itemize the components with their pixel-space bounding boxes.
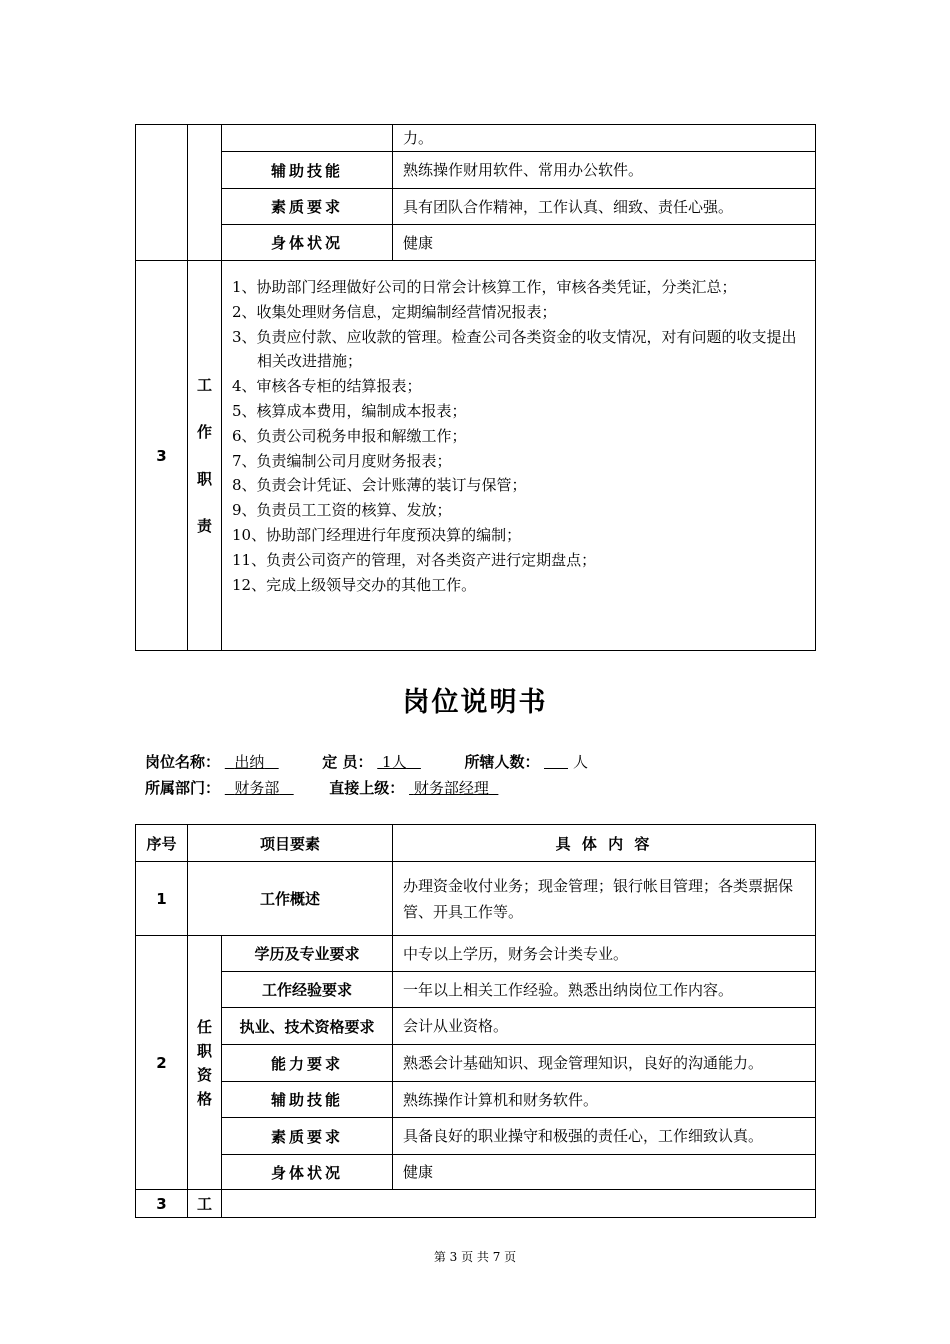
qualification-label: 工作经验要求 [222,972,393,1008]
duties-content [222,261,816,651]
qualification-value: 会计从业资格。 [393,1008,816,1045]
qualification-value: 熟悉会计基础知识、现金管理知识，良好的沟通能力。 [393,1045,816,1082]
qualification-row [136,1008,816,1045]
aux-skill-label: 辅助技能 [222,152,393,189]
duty-item: 6、负责公司税务申报和解缴工作； [232,426,467,445]
overview-label: 工作概述 [188,862,393,936]
previous-position-table [135,124,816,651]
qualifications-char: 职 [196,1041,212,1060]
quality-value: 具有团队合作精神，工作认真、细致、责任心强。 [393,189,816,225]
qualification-label: 身体状况 [222,1155,393,1190]
continued-text: 力。 [393,125,816,152]
qualification-row [136,972,816,1008]
duties-start-label: 工 [188,1190,222,1218]
qualification-value: 熟练操作计算机和财务软件。 [393,1082,816,1118]
health-value: 健康 [393,225,816,261]
position-value-text: 出纳 [234,753,265,771]
duty-item: 12、完成上级领导交办的其他工作。 [232,575,477,594]
qualifications-category [188,936,222,1190]
qualification-row [136,1082,816,1118]
table-header-row [136,825,816,862]
department-label: 所属部门： [145,779,221,797]
document-title: 岗位说明书 [402,687,548,718]
supervisor-value [409,779,498,797]
number-cell-blank [136,125,188,261]
qualification-value: 具备良好的职业操守和极强的责任心，工作细致认真。 [393,1118,816,1155]
qualification-value: 健康 [393,1155,816,1190]
qualification-label: 能力要求 [222,1045,393,1082]
duty-item: 8、负责会计凭证、会计账薄的装订与保管； [232,476,527,495]
overview-row [136,862,816,936]
label-cell-blank [222,125,393,152]
qualification-row [136,1118,816,1155]
header-info-line-1 [145,751,588,772]
duty-item: 7、负责编制公司月度财务报表； [232,451,452,470]
header-content: 具 体 内 容 [393,825,816,862]
qualification-row [136,1155,816,1190]
duty-item: 5、核算成本费用，编制成本报表； [232,401,467,420]
subordinates-label: 所辖人数： [464,753,540,771]
qualification-label: 执业、技术资格要求 [222,1008,393,1045]
quota-value [377,753,421,771]
duty-item: 3、负责应付款、应收款的管理。检查公司各类资金的收支情况，对有问题的收支提出相关改进措施； [232,327,797,371]
duties-char: 责 [196,517,212,535]
supervisor-label: 直接上级： [329,779,405,797]
duties-start-content [222,1190,816,1218]
quota-value-text: 1人 [382,753,407,771]
duty-item: 2、收集处理财务信息，定期编制经营情况报表； [232,302,557,321]
subordinates-blank [544,754,568,769]
qualification-label: 辅助技能 [222,1082,393,1118]
qualification-label: 学历及专业要求 [222,936,393,972]
qualifications-number: 2 [136,936,188,1190]
health-label: 身体状况 [222,225,393,261]
qualification-label: 素质要求 [222,1118,393,1155]
qualification-value: 一年以上相关工作经验。熟悉出纳岗位工作内容。 [393,972,816,1008]
qualifications-char: 任 [196,1017,212,1036]
qualifications-char: 资 [196,1065,212,1084]
aux-skill-value: 熟练操作财用软件、常用办公软件。 [393,152,816,189]
quality-label: 素质要求 [222,189,393,225]
qualification-row [136,1045,816,1082]
supervisor-value-text: 财务部经理 [413,779,489,797]
duties-char: 职 [196,470,212,488]
duties-start-number: 3 [136,1190,188,1218]
position-label: 岗位名称： [145,753,221,771]
page-footer: 第 3 页 共 7 页 [433,1250,517,1264]
duties-number: 3 [136,261,188,651]
qualification-value: 中专以上学历，财务会计类专业。 [393,936,816,972]
duties-char: 作 [196,423,212,441]
duty-item: 4、审核各专柜的结算报表； [232,377,422,396]
duty-item: 9、负责员工工资的核算、发放； [232,501,452,520]
duties-category [188,261,222,651]
duty-item: 11、负责公司资产的管理，对各类资产进行定期盘点； [232,550,597,569]
department-value-text: 财务部 [234,779,280,797]
duties-char: 工 [196,376,212,394]
duties-list [222,261,815,607]
position-description-table [135,824,816,1218]
quota-label: 定 员： [322,753,373,771]
overview-value: 办理资金收付业务；现金管理；银行帐目管理；各类票据保管、开具工作等。 [393,862,816,936]
duty-item: 1、协助部门经理做好公司的日常会计核算工作，审核各类凭证，分类汇总； [232,278,737,296]
duties-start-row [136,1190,816,1218]
header-no: 序号 [136,825,188,862]
category-cell-blank [188,125,222,261]
position-value [225,753,279,771]
qualification-row [136,936,816,972]
subordinates-unit: 人 [573,753,589,771]
qualifications-char: 格 [196,1089,212,1108]
department-value [225,779,294,797]
header-item: 项目要素 [188,825,393,862]
duty-item: 10、协助部门经理进行年度预决算的编制； [232,525,522,544]
overview-number: 1 [136,862,188,936]
header-info-line-2 [145,777,498,798]
